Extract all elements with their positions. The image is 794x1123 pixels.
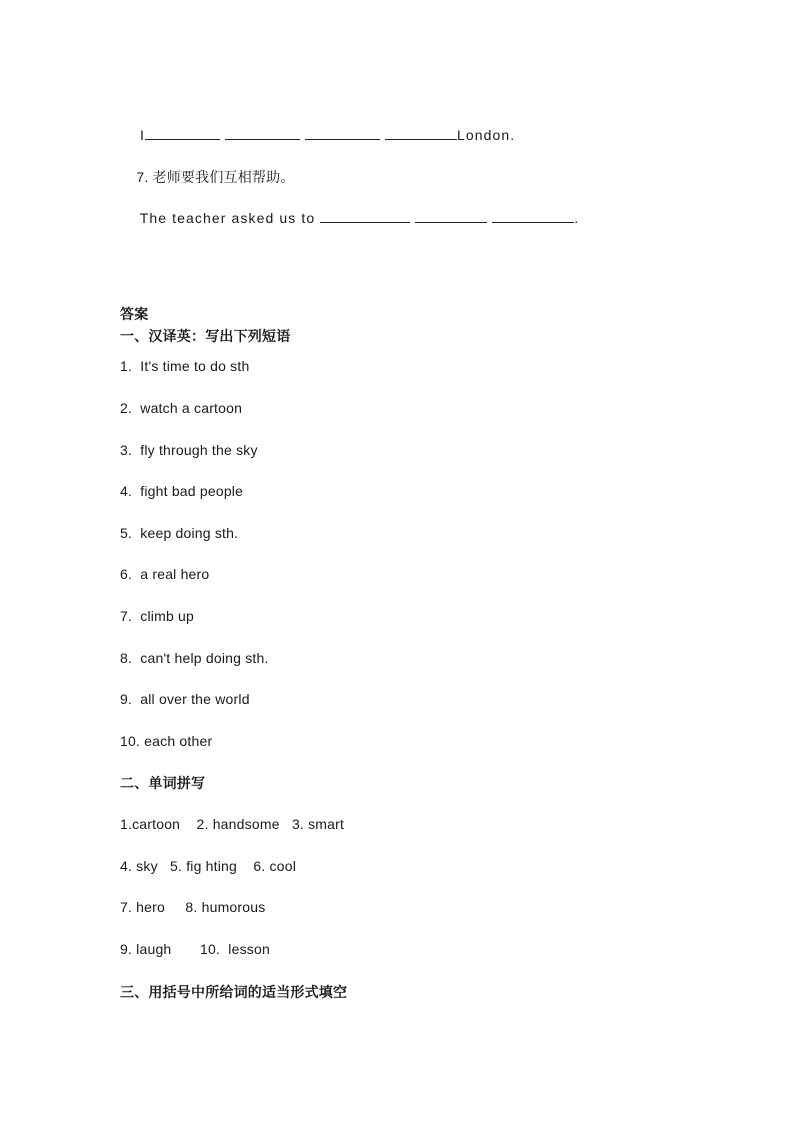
list-item: 4. fight bad people — [120, 483, 244, 499]
answer-blank-2[interactable] — [225, 126, 300, 140]
item-7-number: 7. — [136, 169, 149, 185]
list-item: 7. hero 8. humorous — [120, 899, 266, 915]
list-item: 6. a real hero — [120, 566, 210, 582]
item-7-english-start: The teacher asked us to — [139, 210, 316, 226]
item-7-english — [120, 191, 579, 245]
section-3-title: 三、用括号中所给词的适当形式填空 — [120, 984, 348, 1000]
list-item: 5. keep doing sth. — [120, 525, 239, 541]
section-1-title: 一、汉译英：写出下列短语 — [120, 328, 291, 344]
section-2-title: 二、单词拼写 — [120, 775, 206, 791]
list-item: 2. watch a cartoon — [120, 400, 243, 416]
answer-blank-6[interactable] — [415, 209, 487, 223]
list-item: 8. can't help doing sth. — [120, 650, 269, 666]
list-item: 4. sky 5. fig hting 6. cool — [120, 858, 297, 874]
item-7-english-end: . — [574, 210, 580, 226]
answer-blank-4[interactable] — [385, 126, 457, 140]
answer-blank-5[interactable] — [320, 209, 410, 223]
item-7-chinese-text: 老师要我们互相帮助。 — [152, 169, 295, 185]
list-item: 1. It's time to do sth — [120, 358, 250, 374]
answers-title: 答案 — [120, 306, 149, 322]
answer-blank-1[interactable] — [145, 126, 220, 140]
answer-blank-7[interactable] — [492, 209, 574, 223]
list-item: 10. each other — [120, 733, 213, 749]
list-item: 1.cartoon 2. handsome 3. smart — [120, 816, 345, 832]
answer-blank-3[interactable] — [305, 126, 380, 140]
list-item: 7. climb up — [120, 608, 194, 624]
list-item: 9. laugh 10. lesson — [120, 941, 270, 957]
list-item: 3. fly through the sky — [120, 442, 258, 458]
list-item: 9. all over the world — [120, 691, 250, 707]
sentence-end: London. — [456, 127, 516, 143]
sentence-start: I — [139, 127, 145, 143]
